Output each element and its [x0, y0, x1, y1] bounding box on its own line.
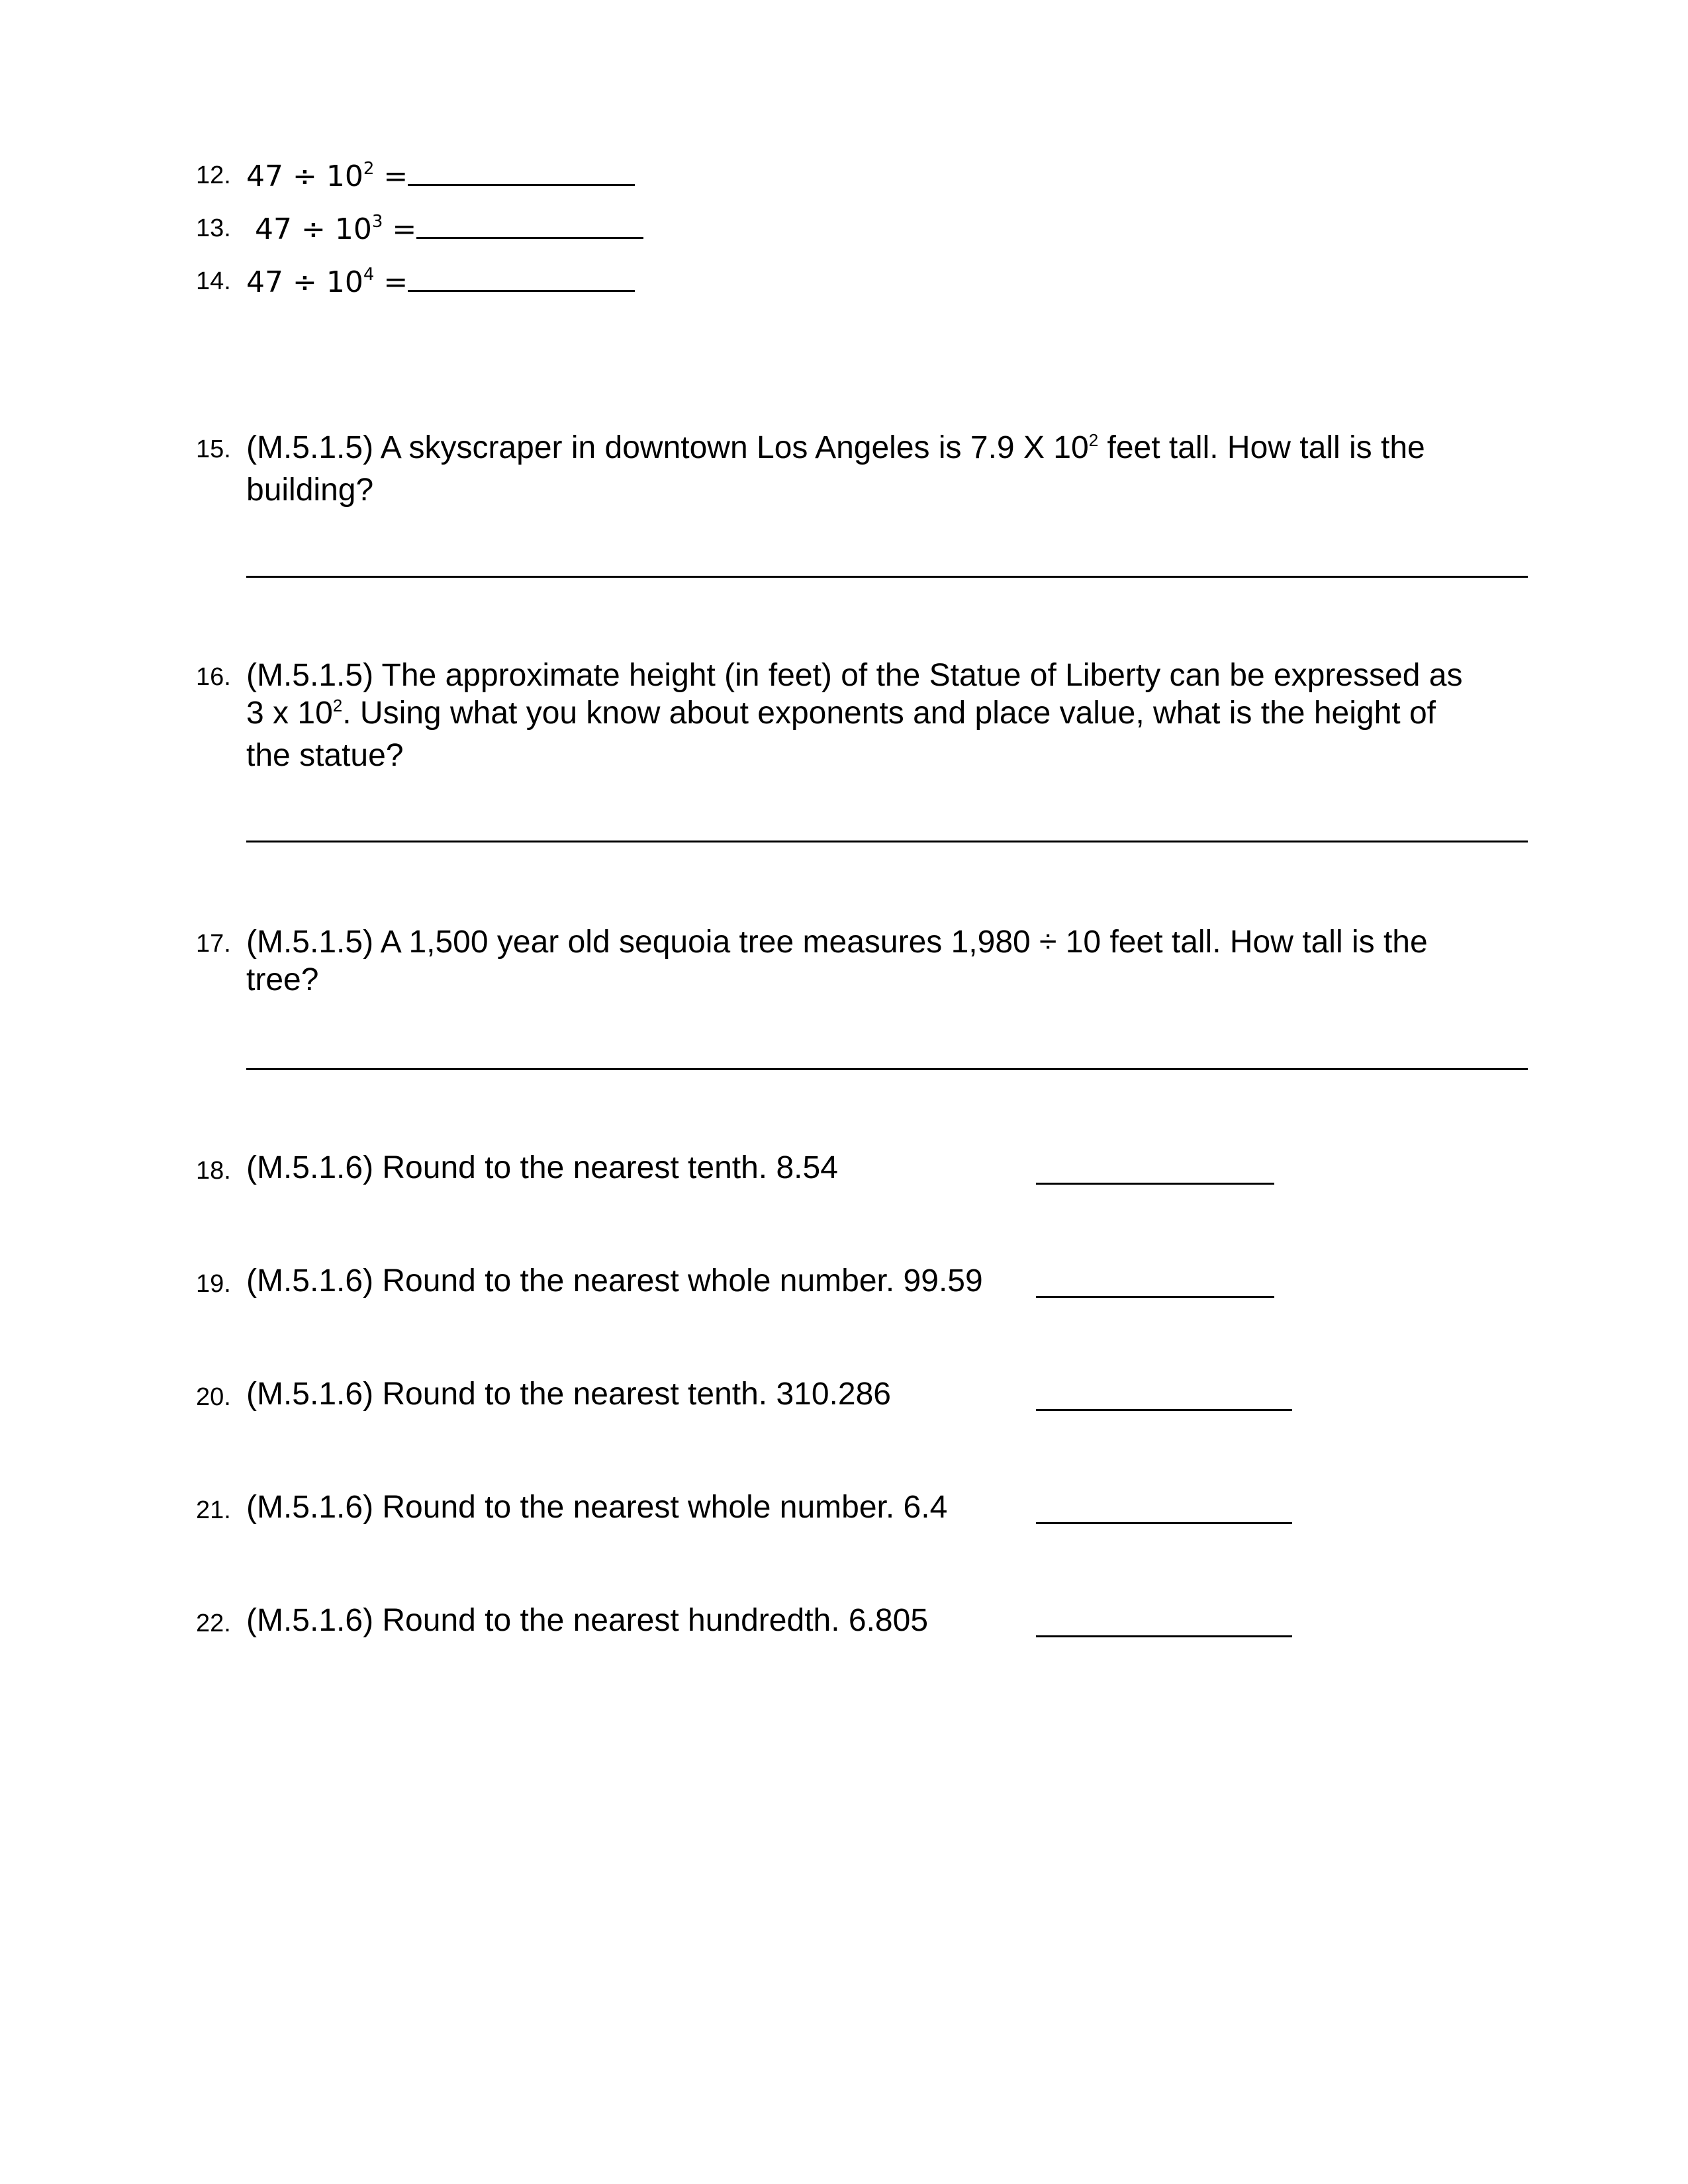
- equals-sign: =: [374, 159, 408, 193]
- problem-number: 22.: [196, 1610, 231, 1637]
- problem-number: 18.: [196, 1157, 231, 1185]
- question-text: (M.5.1.6) Round to the nearest whole number. 99.59: [246, 1263, 983, 1298]
- question-text-part: . Using what you know about exponents and place value, what is the height of: [342, 696, 1436, 731]
- question-line: the statue?: [246, 738, 404, 773]
- problem-number: 13.: [196, 214, 231, 242]
- problem-number: 12.: [196, 161, 231, 189]
- problem-number: 17.: [196, 930, 231, 958]
- equals-sign: =: [383, 212, 417, 246]
- answer-blank[interactable]: [408, 158, 635, 186]
- expression: [246, 263, 635, 297]
- answer-blank[interactable]: [1036, 1522, 1292, 1524]
- answer-blank[interactable]: [1036, 1409, 1292, 1411]
- problem-number: 14.: [196, 267, 231, 295]
- problem-number: 19.: [196, 1270, 231, 1298]
- problem-number: 15.: [196, 435, 231, 463]
- problem-number: 21.: [196, 1496, 231, 1524]
- expression-base: 47 ÷ 10: [246, 265, 363, 299]
- exponent: 2: [332, 696, 343, 715]
- question-line: [246, 429, 1425, 471]
- answer-blank[interactable]: [408, 263, 635, 292]
- answer-blank[interactable]: [1036, 1635, 1292, 1637]
- problem-number: 20.: [196, 1383, 231, 1411]
- question-text: [246, 429, 1425, 509]
- expression: [246, 158, 635, 191]
- expression-base: 47 ÷ 10: [246, 159, 363, 193]
- answer-blank[interactable]: [1036, 1183, 1274, 1185]
- question-text: (M.5.1.6) Round to the nearest tenth. 310.286: [246, 1377, 891, 1412]
- question-line: (M.5.1.5) A 1,500 year old sequoia tree measures 1,980 ÷ 10 feet tall. How tall is the: [246, 925, 1428, 960]
- answer-line[interactable]: [246, 841, 1528, 842]
- question-text-part: feet tall. How tall is the: [1098, 430, 1425, 465]
- question-line: [246, 694, 1462, 737]
- exponent: 2: [1088, 430, 1099, 450]
- question-line: (M.5.1.5) The approximate height (in feet) of the Statue of Liberty can be expressed as: [246, 658, 1463, 693]
- question-text-part: 3 x 10: [246, 696, 333, 731]
- expression: [255, 210, 643, 244]
- exponent: 3: [371, 212, 383, 232]
- question-text: (M.5.1.6) Round to the nearest hundredth. 6.805: [246, 1603, 929, 1638]
- question-text: (M.5.1.6) Round to the nearest tenth. 8.54: [246, 1150, 838, 1185]
- exponent: 2: [363, 159, 375, 179]
- answer-blank[interactable]: [416, 210, 643, 239]
- answer-line[interactable]: [246, 576, 1528, 578]
- question-text: [246, 923, 1428, 999]
- question-line: building?: [246, 473, 374, 508]
- problem-number: 16.: [196, 663, 231, 691]
- question-text-part: (M.5.1.5) A skyscraper in downtown Los Angeles is 7.9 X 10: [246, 430, 1089, 465]
- equals-sign: =: [374, 265, 408, 299]
- answer-blank[interactable]: [1036, 1296, 1274, 1298]
- exponent: 4: [363, 265, 375, 285]
- question-line: tree?: [246, 962, 319, 997]
- question-text: [246, 657, 1462, 774]
- question-text: (M.5.1.6) Round to the nearest whole number. 6.4: [246, 1490, 948, 1525]
- answer-line[interactable]: [246, 1068, 1528, 1070]
- expression-base: 47 ÷ 10: [255, 212, 372, 246]
